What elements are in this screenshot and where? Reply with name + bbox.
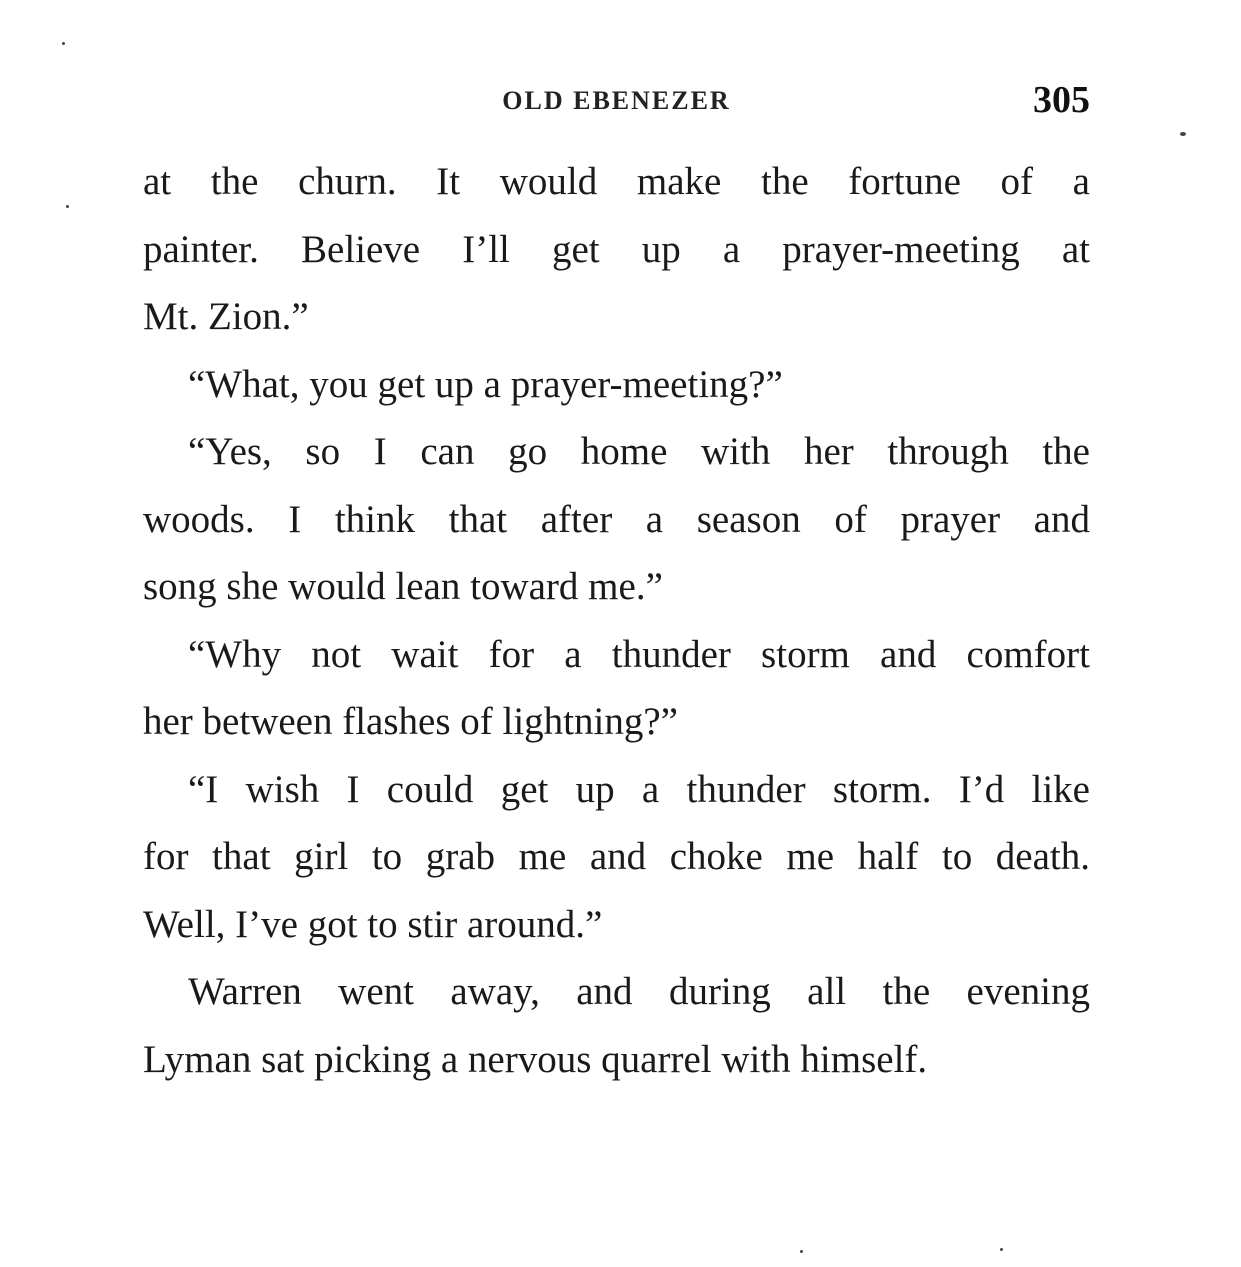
scan-speck: [1000, 1248, 1003, 1251]
text-line: Lyman sat picking a nervous quarrel with himself.: [143, 1037, 928, 1081]
text-line: song she would lean toward me.”: [143, 565, 663, 608]
text-line: “Why not wait for a thunder storm and comfort: [188, 632, 1090, 676]
scan-speck: [800, 1250, 803, 1253]
running-head-title: OLD EBENEZER: [502, 86, 731, 115]
text-line: Mt. Zion.”: [143, 295, 309, 338]
text-line: Warren went away, and during all the evening: [188, 970, 1090, 1013]
text-line: at the churn. It would make the fortune of a: [143, 160, 1090, 203]
text-line: Well, I’ve got to stir around.”: [143, 902, 603, 946]
text-line: “What, you get up a prayer-meeting?”: [188, 362, 783, 406]
page-number: 305: [1033, 79, 1090, 121]
scan-speck: [62, 42, 65, 45]
running-head: [143, 78, 1090, 122]
text-line: painter. Believe I’ll get up a prayer-meeting at: [143, 227, 1090, 271]
text-line: “Yes, so I can go home with her through the: [188, 430, 1090, 473]
text-line: her between flashes of lightning?”: [143, 700, 678, 743]
scan-speck: [66, 205, 69, 208]
text-line: woods. I think that after a season of prayer and: [143, 497, 1090, 541]
scan-speck: [1180, 132, 1186, 136]
text-line: “I wish I could get up a thunder storm. I’d like: [188, 767, 1090, 811]
text-line: for that girl to grab me and choke me half to death.: [143, 835, 1090, 878]
body-text: [143, 148, 1090, 1093]
